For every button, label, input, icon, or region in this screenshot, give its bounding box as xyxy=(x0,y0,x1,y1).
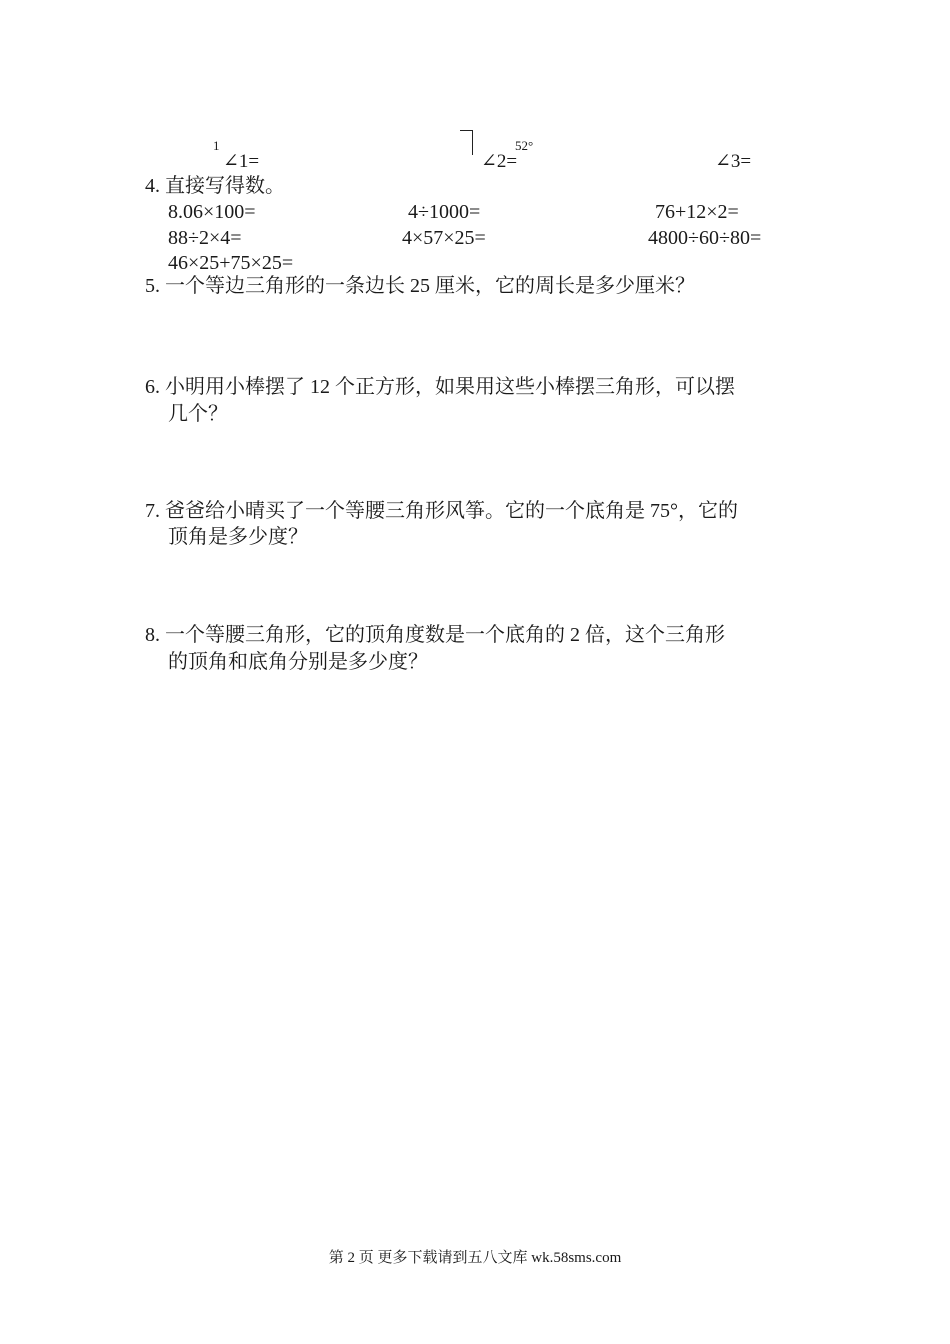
q4-title: 4. 直接写得数。 xyxy=(145,175,285,197)
angle1-label: ∠1= xyxy=(223,151,260,172)
q7-line1: 7. 爸爸给小晴买了一个等腰三角形风筝。它的一个底角是 75°，它的 xyxy=(145,500,738,522)
q8-line2: 的顶角和底角分别是多少度？ xyxy=(168,651,428,673)
angle2-label: ∠2= xyxy=(481,151,518,172)
q8-line1: 8. 一个等腰三角形，它的顶角度数是一个底角的 2 倍，这个三角形 xyxy=(145,624,725,646)
angle1-vertex-label: 1 xyxy=(213,138,220,153)
angle2-degree-label: 52° xyxy=(515,138,534,153)
angle3-label: ∠3= xyxy=(715,151,752,172)
page-footer: 第 2 页 更多下载请到五八文库 wk.58sms.com xyxy=(328,1250,622,1266)
q4-item: 46×25+75×25= xyxy=(168,252,294,274)
q4-item: 4×57×25= xyxy=(402,227,486,249)
q4-item: 4800÷60÷80= xyxy=(648,227,762,249)
q4-item: 88÷2×4= xyxy=(168,227,242,249)
q7-line2: 顶角是多少度？ xyxy=(168,526,308,548)
q4-item: 8.06×100= xyxy=(168,201,256,223)
q6-line1: 6. 小明用小棒摆了 12 个正方形，如果用这些小棒摆三角形，可以摆 xyxy=(145,376,735,398)
right-angle-bracket xyxy=(460,130,473,155)
q5-text: 5. 一个等边三角形的一条边长 25 厘米，它的周长是多少厘米？ xyxy=(145,275,695,297)
q4-item: 76+12×2= xyxy=(655,201,739,223)
q4-item: 4÷1000= xyxy=(408,201,481,223)
q6-line2: 几个？ xyxy=(168,403,228,425)
